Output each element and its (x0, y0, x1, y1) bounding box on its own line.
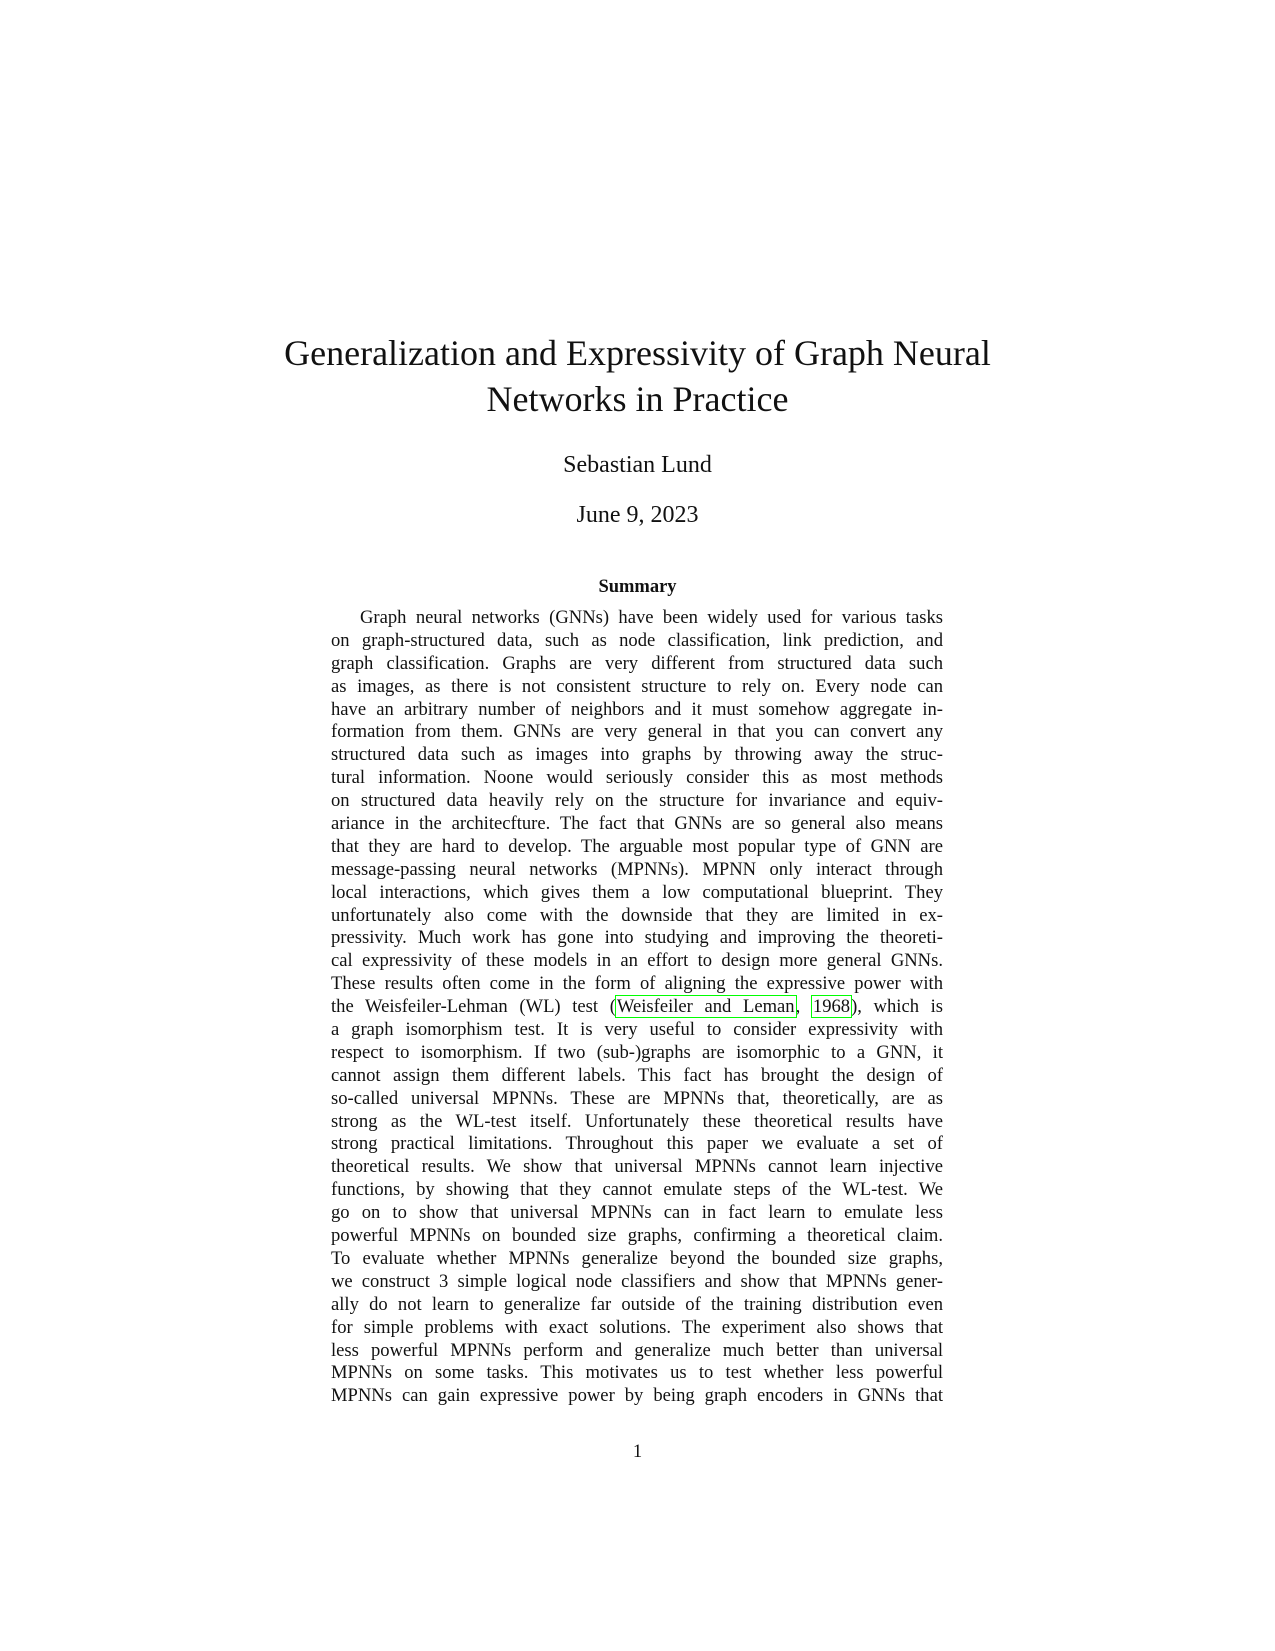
abstract-line: ally do not learn to generalize far outside of the training distribution even (331, 1293, 943, 1315)
abstract-line: To evaluate whether MPNNs generalize beyond the bounded size graphs, (331, 1247, 943, 1269)
abstract-line: formation from them. GNNs are very general in that you can convert any (331, 721, 943, 743)
abstract-line: local interactions, which gives them a low computational blueprint. They (331, 881, 943, 903)
abstract-line: respect to isomorphism. If two (sub-)graphs are isomorphic to a GNN, it (331, 1041, 943, 1063)
abstract-line: cal expressivity of these models in an effort to design more general GNNs. (331, 950, 943, 972)
abstract-line: message-passing neural networks (MPNNs). MPNN only interact through (331, 858, 943, 880)
abstract-line: that they are hard to develop. The arguable most popular type of GNN are (331, 835, 943, 857)
abstract-line: pressivity. Much work has gone into studying and improving the theoreti- (331, 927, 943, 949)
citation-link-year[interactable]: 1968 (812, 996, 851, 1018)
abstract-line: have an arbitrary number of neighbors and it must somehow aggregate in- (331, 698, 943, 720)
abstract-line: Graph neural networks (GNNs) have been widely used for various tasks (360, 607, 943, 628)
abstract-line: ariance in the architecfture. The fact that GNNs are so general also means (331, 813, 943, 835)
title-line-1: Generalization and Expressivity of Graph Neural (284, 333, 991, 373)
abstract-line: MPNNs on some tasks. This motivates us to test whether less powerful (331, 1362, 943, 1384)
title-line-2: Networks in Practice (486, 379, 789, 419)
abstract-line: graph classification. Graphs are very different from structured data such (331, 652, 943, 674)
abstract-line: on structured data heavily rely on the structure for invariance and equiv- (331, 790, 943, 812)
paper-title (0, 330, 1275, 422)
abstract-line: on graph-structured data, such as node classification, link prediction, and (331, 629, 943, 651)
abstract-line: powerful MPNNs on bounded size graphs, confirming a theoretical claim. (331, 1225, 943, 1247)
summary-body (331, 607, 943, 1408)
abstract-line: for simple problems with exact solutions. The experiment also shows that (331, 1316, 943, 1338)
abstract-line: theoretical results. We show that universal MPNNs cannot learn injective (331, 1156, 943, 1178)
abstract-line: as images, as there is not consistent structure to rely on. Every node can (331, 675, 943, 697)
citation-separator: , (795, 996, 812, 1018)
abstract-line: functions, by showing that they cannot emulate steps of the WL-test. We (331, 1179, 943, 1201)
abstract-line: less powerful MPNNs perform and generalize much better than universal (331, 1339, 943, 1361)
abstract-line: These results often come in the form of aligning the expressive power with (331, 973, 943, 995)
summary-heading: Summary (598, 577, 677, 597)
abstract-line: structured data such as images into graphs by throwing away the struc- (331, 744, 943, 766)
abstract-line: MPNNs can gain expressive power by being graph encoders in GNNs that (331, 1385, 943, 1407)
citation-prefix: the Weisfeiler-Lehman (WL) test ( (331, 996, 616, 1018)
page-number: 1 (632, 1441, 643, 1462)
abstract-line: strong practical limitations. Throughout this paper we evaluate a set of (331, 1133, 943, 1155)
citation-suffix: ), which is (851, 996, 944, 1018)
abstract-line: strong as the WL-test itself. Unfortunately these theoretical results have (331, 1110, 943, 1132)
author-name: Sebastian Lund (563, 452, 712, 478)
abstract-line: go on to show that universal MPNNs can in fact learn to emulate less (331, 1202, 943, 1224)
publication-date: June 9, 2023 (576, 502, 699, 528)
abstract-line: so-called universal MPNNs. These are MPNNs that, theoretically, are as (331, 1087, 943, 1109)
abstract-line: we construct 3 simple logical node classifiers and show that MPNNs gener- (331, 1270, 943, 1292)
abstract-line: cannot assign them different labels. This fact has brought the design of (331, 1064, 943, 1086)
citation-link-authors[interactable]: Weisfeiler and Leman (616, 996, 795, 1018)
abstract-line: tural information. Noone would seriously consider this as most methods (331, 767, 943, 789)
abstract-line: unfortunately also come with the downside that they are limited in ex- (331, 904, 943, 926)
abstract-line-with-citation (331, 996, 943, 1019)
abstract-line: a graph isomorphism test. It is very useful to consider expressivity with (331, 1019, 943, 1041)
